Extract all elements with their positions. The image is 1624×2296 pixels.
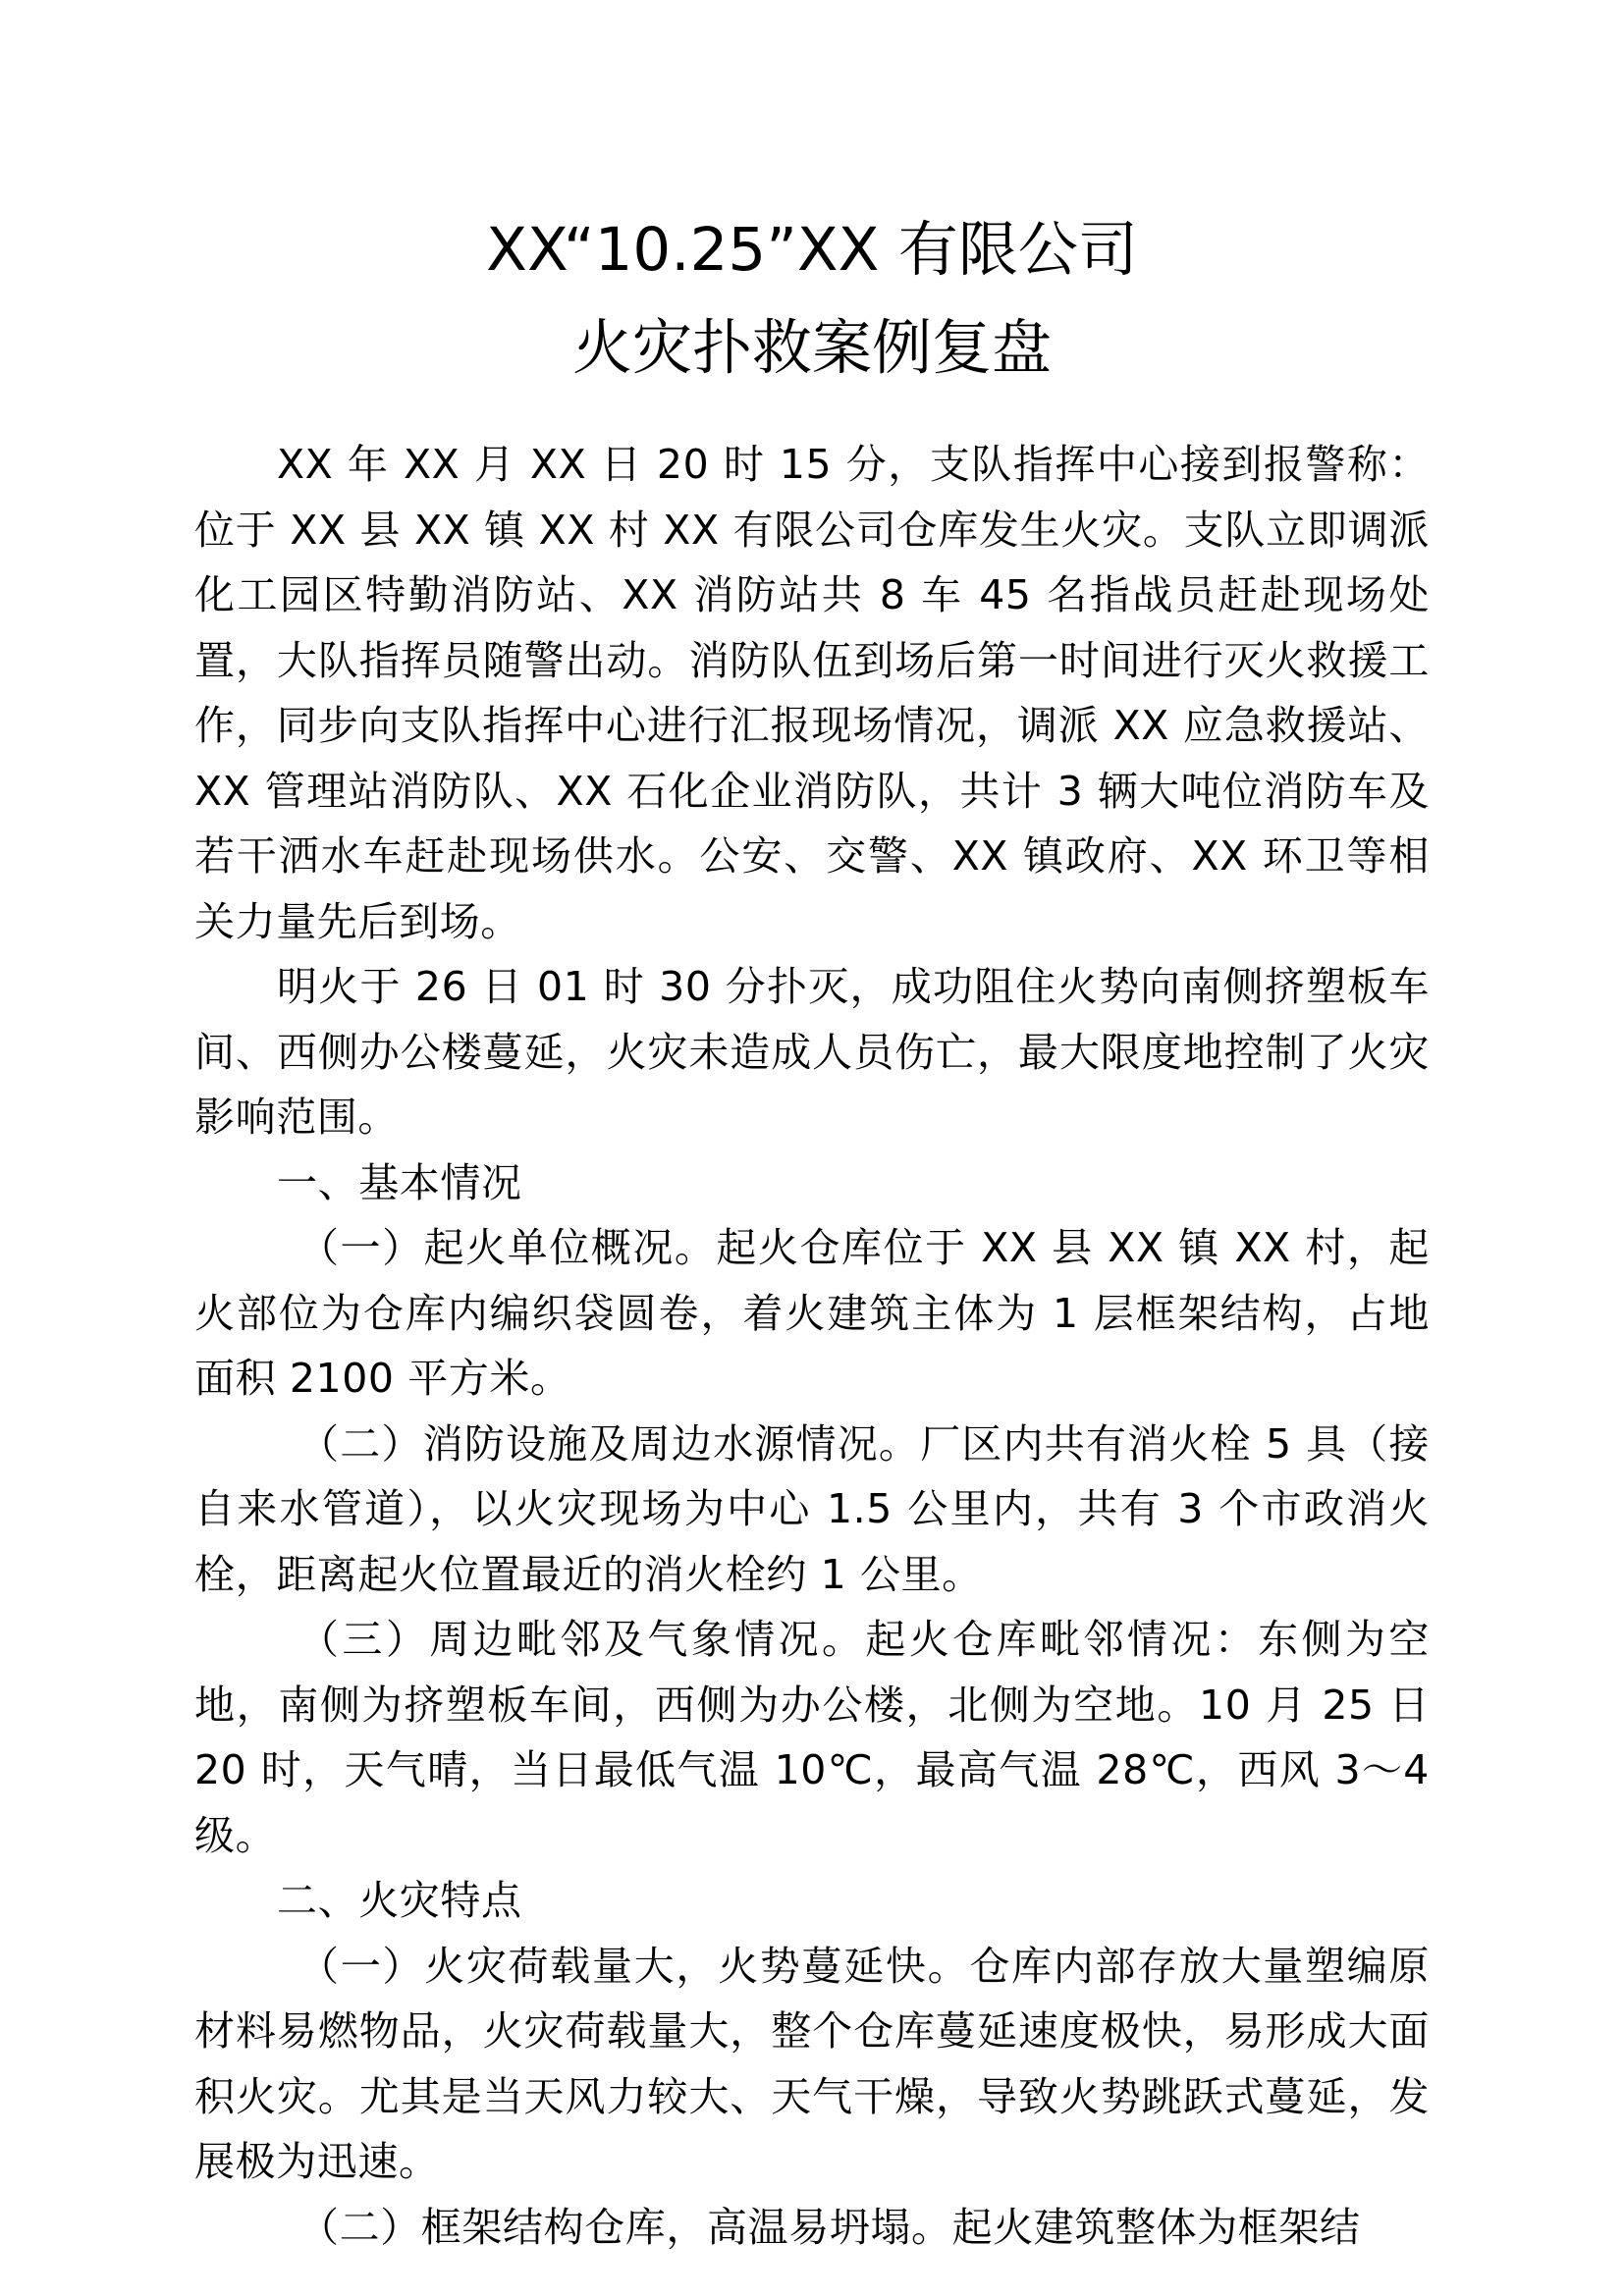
title-line-1: XX“10.25”XX 有限公司 <box>486 215 1138 285</box>
document-title <box>0 201 1624 398</box>
paragraph-incident-report: XX 年 XX 月 XX 日 20 时 15 分，支队指挥中心接到报警称：位于 XX 县 XX 镇 XX 村 XX 有限公司仓库发生火灾。支队立即调派化工园区特勤消防站、XX 消防站共 8 车 45 名指战员赶赴现场处置，大队指挥员随警出动。消防队伍到场后第一时间进行灭火救援工作，同步向支队指挥中心进行汇报现场情况，调派 XX 应急救援站、XX 管理站消防队、XX 石化企业消防队，共计 3 辆大吨位消防车及若干洒水车赶赴现场供水。公安、交警、XX 镇政府、XX 环卫等相关力量先后到场。 <box>194 441 1430 945</box>
paragraph-unit-overview: （一）起火单位概况。起火仓库位于 XX 县 XX 镇 XX 村，起火部位为仓库内编织袋圆卷，着火建筑主体为 1 层框架结构，占地面积 2100 平方米。 <box>194 1224 1430 1402</box>
paragraph-frame-structure: （二）框架结构仓库，高温易坍塌。起火建筑整体为框架结 <box>298 2203 1361 2251</box>
document-body <box>194 432 1430 2260</box>
title-line-2: 火灾扑救案例复盘 <box>571 313 1052 383</box>
section-heading-fire-features: 二、火灾特点 <box>277 1877 522 1924</box>
paragraph-fire-facilities: （二）消防设施及周边水源情况。厂区内共有消火栓 5 具（接自来水管道），以火灾现场为中心 1.5 公里内，共有 3 个市政消火栓，距离起火位置最近的消火栓约 1 公里。 <box>194 1419 1430 1598</box>
paragraph-surroundings-weather: （三）周边毗邻及气象情况。起火仓库毗邻情况：东侧为空地，南侧为挤塑板车间，西侧为办公楼，北侧为空地。10 月 25 日 20 时，天气晴，当日最低气温 10℃，最高气温 28℃，西风 3～4 级。 <box>194 1616 1430 1859</box>
section-heading-basic-info: 一、基本情况 <box>277 1158 522 1206</box>
paragraph-fire-load: （一）火灾荷载量大，火势蔓延快。仓库内部存放大量塑编原材料易燃物品，火灾荷载量大，整个仓库蔓延速度极快，易形成大面积火灾。尤其是当天风力较大、天气干燥，导致火势跳跃式蔓延，发展极为迅速。 <box>194 1942 1430 2185</box>
paragraph-outcome: 明火于 26 日 01 时 30 分扑灭，成功阻住火势向南侧挤塑板车间、西侧办公楼蔓延，火灾未造成人员伤亡，最大限度地控制了火灾影响范围。 <box>194 963 1430 1141</box>
